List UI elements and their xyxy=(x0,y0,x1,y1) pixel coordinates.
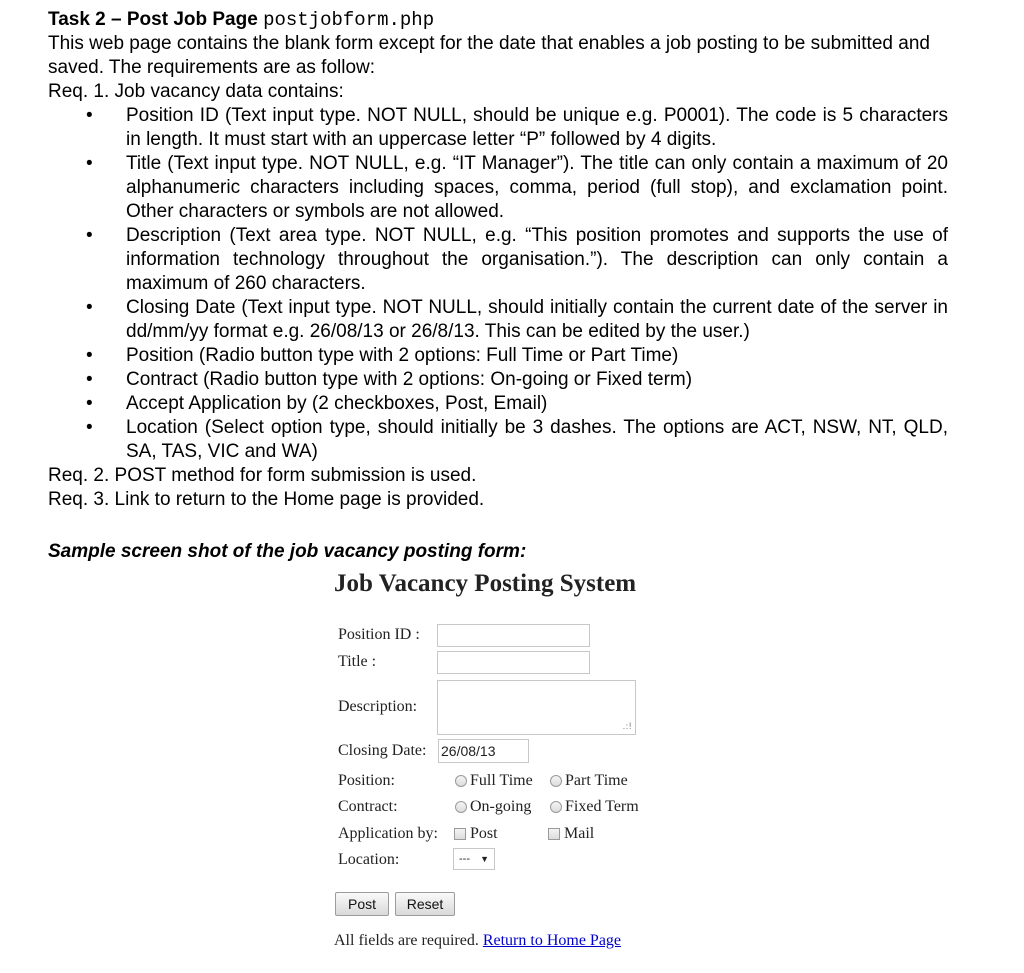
list-item-text: Accept Application by (2 checkboxes, Post, Email) xyxy=(126,393,548,414)
task-heading xyxy=(48,8,948,32)
bullet-icon: • xyxy=(86,345,93,366)
option-label: Full Time xyxy=(470,772,533,789)
location-select[interactable] xyxy=(453,848,495,870)
list-item xyxy=(48,224,948,296)
radio-icon[interactable] xyxy=(455,775,467,787)
req-3: Req. 3. Link to return to the Home page is provided. xyxy=(48,489,485,510)
bullet-icon: • xyxy=(86,225,93,246)
closing-date-input[interactable]: 26/08/13 xyxy=(438,739,529,763)
position-option-part-time[interactable] xyxy=(550,772,628,790)
description-textarea[interactable] xyxy=(437,680,636,735)
list-item-text: Title (Text input type. NOT NULL, e.g. “IT Manager”). The title can only contain a maximum of 20 alphanumeric characters including spaces, comma, period (full stop), and exclamation point. Other characters or symbols are not allowed. xyxy=(126,153,948,222)
option-label: Post xyxy=(470,825,498,842)
bullet-icon: • xyxy=(86,297,93,318)
task-heading-filename: postjobform.php xyxy=(263,9,435,31)
footer-text: All fields are required. xyxy=(334,932,479,949)
option-label: Mail xyxy=(564,825,595,842)
list-item-text: Position (Radio button type with 2 options: Full Time or Part Time) xyxy=(126,345,679,366)
post-button[interactable]: Post xyxy=(335,892,389,916)
sample-caption: Sample screen shot of the job vacancy posting form: xyxy=(48,541,527,562)
req-2: Req. 2. POST method for form submission is used. xyxy=(48,465,477,486)
list-item xyxy=(48,392,948,416)
bullet-icon: • xyxy=(86,393,93,414)
list-item-text: Contract (Radio button type with 2 options: On-going or Fixed term) xyxy=(126,369,693,390)
closing-date-label: Closing Date: xyxy=(338,742,427,759)
return-home-link[interactable]: Return to Home Page xyxy=(482,932,622,949)
list-item xyxy=(48,296,948,344)
application-option-post[interactable] xyxy=(454,825,498,843)
contract-label: Contract: xyxy=(338,798,398,815)
bullet-icon: • xyxy=(86,369,93,390)
option-label: Part Time xyxy=(565,772,628,789)
intro-paragraph: This web page contains the blank form except for the date that enables a job posting to be submitted and saved. The requirements are as follow: xyxy=(48,33,930,78)
position-option-full-time[interactable] xyxy=(455,772,533,790)
task-document xyxy=(48,8,948,512)
title-input[interactable] xyxy=(437,651,590,674)
title-label: Title : xyxy=(338,653,377,670)
option-label: On-going xyxy=(470,798,532,815)
radio-icon[interactable] xyxy=(455,801,467,813)
bullet-icon: • xyxy=(86,105,93,126)
list-item xyxy=(48,152,948,224)
chevron-down-icon: ▼ xyxy=(480,854,489,864)
list-item xyxy=(48,344,948,368)
position-id-label: Position ID : xyxy=(338,626,420,643)
location-selected-value: --- xyxy=(459,853,470,865)
req-1: Req. 1. Job vacancy data contains: xyxy=(48,81,344,102)
task-heading-title: Task 2 – Post Job Page xyxy=(48,9,258,30)
reset-button[interactable]: Reset xyxy=(395,892,455,916)
checkbox-icon[interactable] xyxy=(548,828,560,840)
application-by-label: Application by: xyxy=(338,825,438,842)
list-item-text: Location (Select option type, should initially be 3 dashes. The options are ACT, NSW, NT, QLD, SA, TAS, VIC and WA) xyxy=(126,417,948,462)
contract-option-fixed-term[interactable] xyxy=(550,798,639,816)
bullet-icon: • xyxy=(86,153,93,174)
list-item-text: Description (Text area type. NOT NULL, e.g. “This position promotes and supports the use of information technology throughout the organisation.”). The description can only contain a maximum of 260 characters. xyxy=(126,225,948,294)
list-item-text: Closing Date (Text input type. NOT NULL, should initially contain the current date of the server in dd/mm/yy format e.g. 26/08/13 or 26/8/13. This can be edited by the user.) xyxy=(126,297,948,342)
radio-icon[interactable] xyxy=(550,775,562,787)
list-item xyxy=(48,104,948,152)
list-item xyxy=(48,368,948,392)
form-footer xyxy=(334,932,621,950)
list-item-text: Position ID (Text input type. NOT NULL, should be unique e.g. P0001). The code is 5 characters in length. It must start with an uppercase letter “P” followed by 4 digits. xyxy=(126,105,948,150)
radio-icon[interactable] xyxy=(550,801,562,813)
position-id-input[interactable] xyxy=(437,624,590,647)
checkbox-icon[interactable] xyxy=(454,828,466,840)
application-option-mail[interactable] xyxy=(548,825,594,843)
form-title: Job Vacancy Posting System xyxy=(334,570,637,597)
resize-grip-icon[interactable]: .:! xyxy=(622,722,632,732)
contract-option-on-going[interactable] xyxy=(455,798,531,816)
description-label: Description: xyxy=(338,698,418,715)
list-item xyxy=(48,416,948,464)
requirement-list xyxy=(48,104,948,464)
position-label: Position: xyxy=(338,772,395,789)
option-label: Fixed Term xyxy=(565,798,639,815)
bullet-icon: • xyxy=(86,417,93,438)
location-label: Location: xyxy=(338,851,400,868)
